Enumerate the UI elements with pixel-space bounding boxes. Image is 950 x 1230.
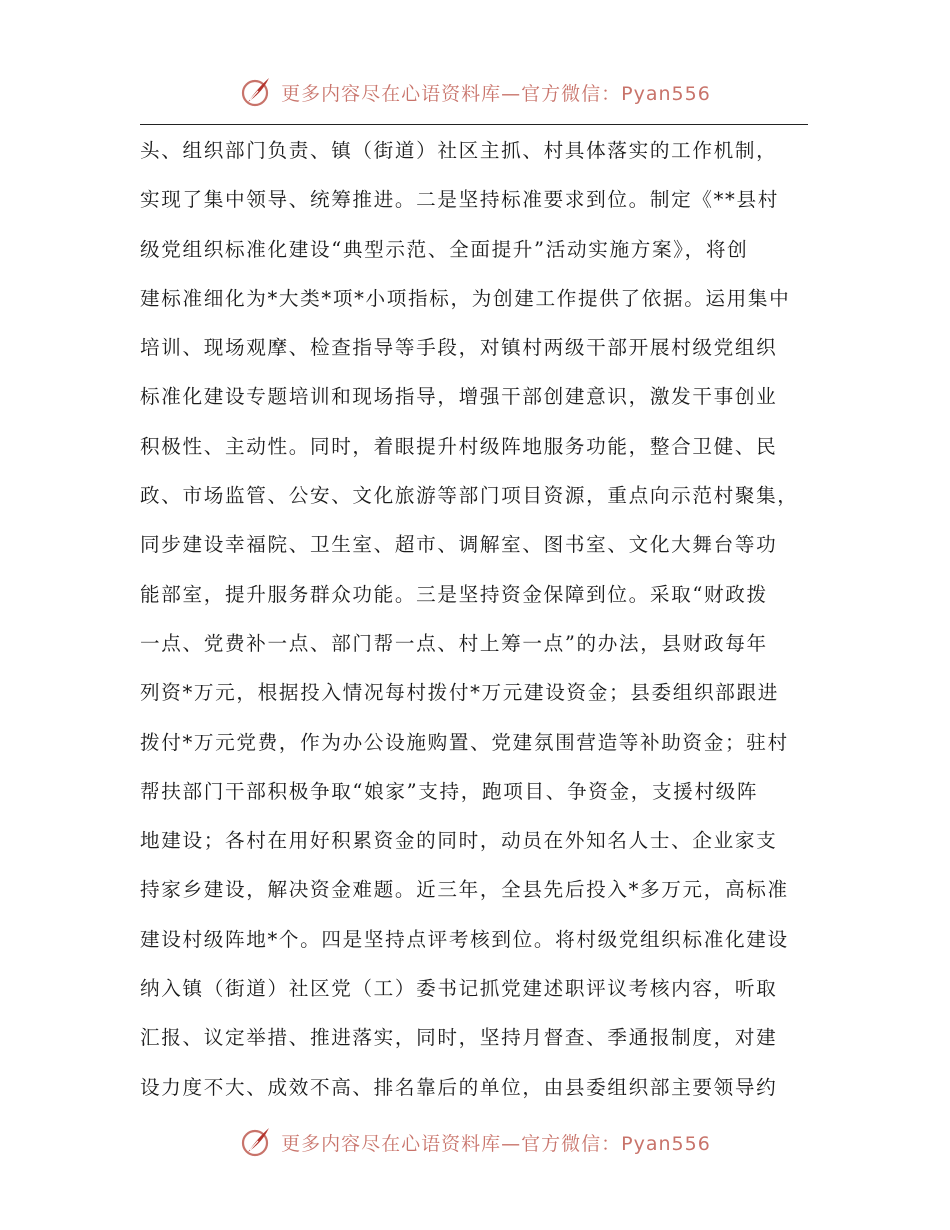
header-divider <box>140 124 808 125</box>
page-footer-watermark <box>0 1120 950 1164</box>
page-header-watermark <box>0 70 950 114</box>
quill-pen-logo-icon <box>239 1125 273 1159</box>
text-line: 级党组织标准化建设“典型示范、全面提升”活动实施方案》，将创 <box>140 237 749 261</box>
text-line: 政、市场监管、公安、文化旅游等部门项目资源，重点向示范村聚集， <box>140 484 799 508</box>
text-line: 列资*万元，根据投入情况每村拨付*万元建设资金；县委组织部跟进 <box>140 681 779 705</box>
quill-pen-logo-icon <box>239 75 273 109</box>
text-line: 一点、党费补一点、部门帮一点、村上筹一点”的办法，县财政每年 <box>140 631 768 655</box>
text-line: 头、组织部门负责、镇（街道）社区主抓、村具体落实的工作机制， <box>140 139 778 162</box>
text-line: 积极性、主动性。同时，着眼提升村级阵地服务功能，整合卫健、民 <box>140 434 778 458</box>
text-line: 建设村级阵地*个。四是坚持点评考核到位。将村级党组织标准化建设 <box>140 927 789 951</box>
text-line: 建标准细化为*大类*项*小项指标，为创建工作提供了依据。运用集中 <box>140 286 791 310</box>
text-line: 汇报、议定举措、推进落实，同时，坚持月督查、季通报制度，对建 <box>140 1026 778 1050</box>
text-line: 同步建设幸福院、卫生室、超市、调解室、图书室、文化大舞台等功 <box>140 533 778 557</box>
text-line: 设力度不大、成效不高、排名靠后的单位，由县委组织部主要领导约 <box>140 1075 778 1099</box>
text-line: 纳入镇（街道）社区党（工）委书记抓党建述职评议考核内容，听取 <box>140 977 778 1001</box>
text-line: 实现了集中领导、统筹推进。二是坚持标准要求到位。制定《**县村 <box>140 188 779 212</box>
document-body <box>140 126 820 1112</box>
text-line: 地建设；各村在用好积累资金的同时，动员在外知名人士、企业家支 <box>140 829 778 853</box>
text-line: 培训、现场观摩、检查指导等手段，对镇村两级干部开展村级党组织 <box>140 336 778 360</box>
footer-brand <box>239 1125 711 1159</box>
text-line: 帮扶部门干部积极争取“娘家”支持，跑项目、争资金，支援村级阵 <box>140 779 759 803</box>
text-line: 标准化建设专题培训和现场指导，增强干部创建意识，激发干事创业 <box>140 385 778 409</box>
text-line: 持家乡建设，解决资金难题。近三年，全县先后投入*多万元，高标准 <box>140 878 789 902</box>
header-brand <box>239 75 711 109</box>
text-line: 拨付*万元党费，作为办公设施购置、党建氛围营造等补助资金；驻村 <box>140 730 789 754</box>
text-line: 能部室，提升服务群众功能。三是坚持资金保障到位。采取“财政拨 <box>140 582 768 606</box>
header-watermark-text: 更多内容尽在心语资料库—官方微信：Pyan556 <box>281 82 711 105</box>
footer-watermark-text: 更多内容尽在心语资料库—官方微信：Pyan556 <box>281 1132 711 1155</box>
